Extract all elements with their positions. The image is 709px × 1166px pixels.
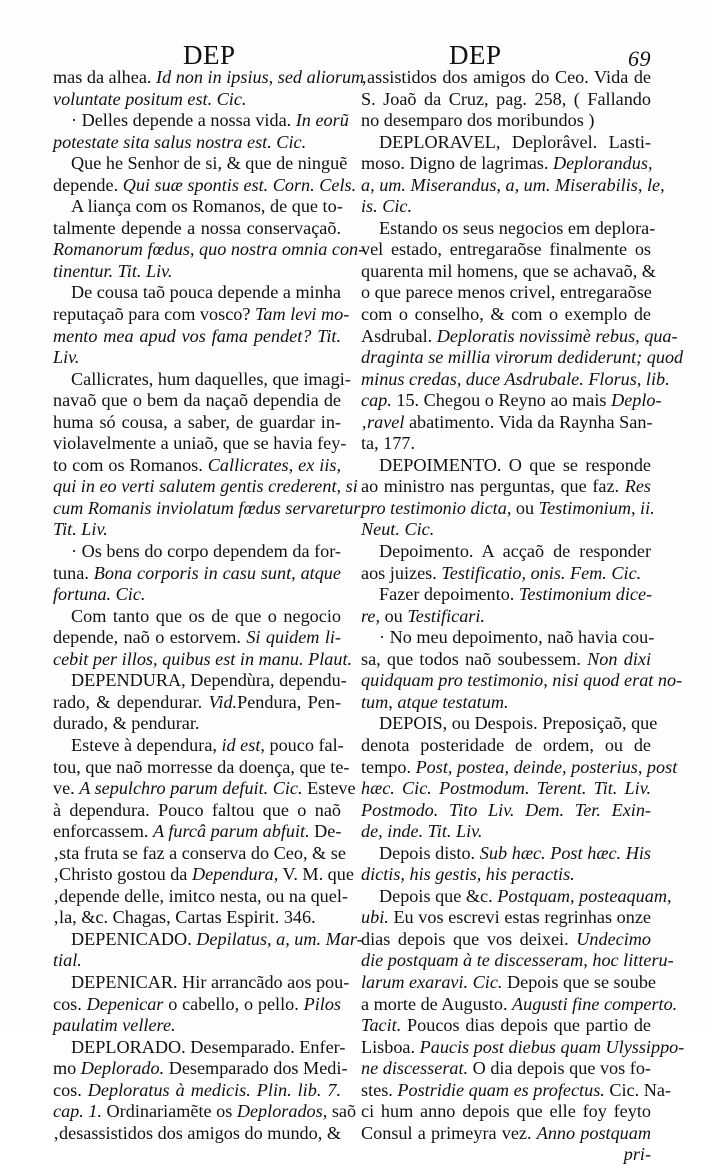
portuguese-text: tou, que naõ morresse da doença, que te- [53, 756, 350, 777]
portuguese-text: abatimento. Vida da Raynha San- [404, 411, 653, 432]
portuguese-text: De cousa taõ pouca depende a minha [71, 282, 341, 303]
latin-italic-text: Paucis post diebus quam Ulyssippo- [419, 1036, 685, 1057]
text-line [53, 734, 344, 757]
text-line [361, 368, 670, 391]
latin-italic-text: tum, atque testatum. [361, 691, 509, 712]
text-line [361, 563, 651, 585]
latin-italic-text: Post, postea, deinde, posterius, post [415, 756, 678, 777]
portuguese-text: depende, naõ o estorvem. [53, 627, 247, 648]
portuguese-text: mas da alhea. [53, 67, 157, 87]
portuguese-text: no desemparo dos moribundos ) [361, 110, 595, 131]
latin-italic-text: Augusti fine comperto. [512, 993, 678, 1014]
text-line [361, 282, 651, 304]
text-line [361, 260, 656, 283]
portuguese-text: ta, 177. [361, 433, 416, 454]
text-line [53, 907, 341, 929]
text-line [53, 326, 341, 348]
running-head-left: DEP [183, 40, 236, 70]
text-line [53, 950, 341, 972]
text-line [53, 174, 357, 197]
latin-italic-text: Testimonium dice- [518, 584, 653, 605]
portuguese-text: 15. Chegou o Reyno ao mais [391, 390, 612, 411]
portuguese-text: Depoimento. A acçaõ de responder [379, 541, 651, 562]
text-line [53, 713, 341, 735]
latin-italic-text: Romanorum fœdus, quo nostra omnia con- [53, 239, 365, 260]
portuguese-text: DEPOIS, ou Despois. Preposiçaõ, que [379, 713, 658, 734]
text-line [53, 885, 348, 908]
portuguese-text: talmente depende a nossa conservaçaõ. [53, 217, 341, 238]
latin-italic-text: is. Cic. [361, 196, 413, 217]
portuguese-text: Desemparado dos Medi- [164, 1058, 348, 1079]
latin-italic-text: Tam levi mo- [254, 304, 350, 325]
text-line [53, 1123, 341, 1145]
portuguese-text: Que he Senhor de si, & que de ninguẽ [71, 153, 348, 174]
portuguese-text: mo [53, 1058, 81, 1079]
latin-italic-text: Res [624, 476, 651, 497]
text-line [53, 347, 341, 369]
text-line [361, 153, 651, 175]
latin-italic-text: paulatim vellere. [53, 1015, 176, 1036]
latin-italic-text: Sub hæc. Post hæc. His [479, 842, 651, 863]
portuguese-text: reputaçaõ para com vosco? [53, 304, 255, 325]
text-line [53, 1015, 341, 1037]
latin-italic-text: Deplo- [611, 390, 662, 411]
portuguese-text: tempo. [361, 756, 416, 777]
latin-italic-text: Postquam, posteaquam, [497, 885, 672, 906]
text-line [361, 476, 651, 498]
latin-italic-text: cap. [361, 390, 392, 411]
text-line [53, 1101, 357, 1123]
text-line [361, 821, 651, 843]
text-line [53, 390, 341, 412]
text-line [361, 412, 651, 434]
text-line [361, 649, 651, 671]
portuguese-text: à dependura. Pouco faltou que o naõ [53, 799, 341, 820]
latin-italic-text: Tacit. [361, 1015, 402, 1036]
text-line [361, 885, 672, 908]
text-line [361, 950, 674, 972]
latin-italic-text: Dependura, [191, 864, 279, 885]
latin-italic-text: Depenicar [86, 993, 164, 1014]
text-line [53, 800, 341, 822]
latin-italic-text: Deplorado. [80, 1058, 165, 1079]
latin-italic-text: Deplorandus, [552, 153, 653, 174]
text-line [53, 153, 348, 175]
latin-italic-text: quidquam pro testimonio, nisi quod erat no- [361, 670, 683, 691]
latin-italic-text: ne discesserat. [361, 1058, 469, 1079]
latin-italic-text: Postridie quam es profectus. [397, 1079, 605, 1100]
portuguese-text: tuna. [53, 562, 94, 583]
text-line [361, 1101, 651, 1123]
portuguese-text: O dia depois que vos fo- [468, 1058, 651, 1079]
text-line [361, 670, 683, 692]
text-line [361, 800, 651, 822]
text-line [361, 713, 658, 735]
right-text-column [361, 67, 685, 1166]
portuguese-text: Depois disto. [379, 842, 480, 863]
portuguese-text: ao ministro nas perguntas, que faz. [361, 476, 625, 497]
latin-italic-text: Si quidem li- [246, 627, 341, 648]
portuguese-text: to com os Romanos. [53, 454, 208, 475]
latin-italic-text: In eorũ [295, 110, 349, 131]
portuguese-text: DEPOIMENTO. O que se responde [379, 454, 651, 475]
portuguese-text: durado, & pendurar. [53, 713, 200, 734]
text-line [361, 1058, 651, 1080]
running-head-right: DEP [449, 40, 502, 70]
latin-italic-text: qui in eo verti salutem gentis crederent, si [53, 476, 358, 497]
portuguese-text: aos juizes. [361, 562, 442, 583]
text-line [53, 412, 341, 434]
portuguese-text: Consul a primeyra vez. [361, 1122, 537, 1143]
latin-italic-text: pro testimonio dicta, [361, 497, 512, 518]
latin-italic-text: tial. [53, 950, 82, 971]
latin-italic-text: draginta se millia virorum dediderunt; quod [361, 347, 684, 368]
latin-italic-text: fortuna. Cic. [53, 584, 146, 605]
text-line [361, 864, 651, 886]
text-line [361, 110, 651, 132]
latin-italic-text: dictis, his gestis, his peractis. [361, 864, 575, 885]
portuguese-text: Lisboa. [361, 1036, 420, 1057]
portuguese-text: denota posteridade de ordem, ou de [361, 734, 651, 755]
portuguese-text: · No meu depoimento, naõ havia cou- [379, 627, 655, 648]
portuguese-text: Poucos dias depois que partio de [401, 1015, 651, 1036]
text-line [361, 735, 651, 757]
text-line [361, 304, 651, 326]
page-number: 69 [628, 46, 651, 71]
portuguese-text: DEPENICADO. [71, 928, 197, 949]
portuguese-text: rado, & dependurar. [53, 691, 209, 712]
portuguese-text: ‚desassistidos dos amigos do mundo, & [53, 1122, 341, 1143]
portuguese-text: ‚Christo gostou da [53, 864, 192, 885]
portuguese-text: ou [511, 497, 539, 518]
latin-italic-text: hæc. Cic. Postmodum. Terent. Tit. Liv. [361, 778, 651, 799]
text-line [53, 476, 358, 498]
latin-italic-text: Non dixi [587, 648, 651, 669]
portuguese-text: Eu vos escrevi estas regrinhas onze [388, 907, 651, 928]
latin-italic-text: cebit per illos, quibus est in manu. Plaut. [53, 648, 353, 669]
portuguese-text: moso. Digno de lagrimas. [361, 153, 553, 174]
latin-italic-text: larum exaravi. Cic. [361, 971, 503, 992]
text-line [53, 132, 341, 154]
latin-italic-text: ‚ravel [361, 411, 405, 432]
portuguese-text: huma só cousa, a saber, de guardar in- [53, 411, 341, 432]
portuguese-text: o cabello, o pello. [163, 993, 304, 1014]
text-line [53, 261, 341, 283]
text-line [53, 692, 341, 714]
text-line [53, 304, 350, 326]
portuguese-text: cos. [53, 1079, 88, 1100]
portuguese-text: ‚la, &c. Chagas, Cartas Espirit. 346. [53, 907, 316, 928]
latin-italic-text: Qui suæ spontis est. Corn. Cels. [122, 174, 357, 195]
latin-italic-text: minus credas, duce Asdrubale. Florus, lib. [361, 368, 670, 389]
text-line [53, 433, 347, 455]
latin-italic-text: Bona corporis in casu sunt, atque [93, 562, 341, 583]
latin-italic-text: re, [361, 605, 381, 626]
portuguese-text: Cic. Na- [604, 1079, 671, 1100]
text-line [361, 433, 651, 455]
text-line [361, 993, 678, 1016]
text-line [361, 1015, 651, 1037]
portuguese-text: De- [309, 821, 342, 842]
portuguese-text: sa, que todos naõ soubessem. [361, 648, 588, 669]
text-line [361, 347, 684, 369]
text-line [361, 89, 651, 111]
text-line [361, 971, 656, 994]
latin-italic-text: Tit. Liv. [53, 519, 108, 540]
portuguese-text: ‚depende delle, imitco nesta, ou na quel- [53, 885, 348, 906]
portuguese-text: Esteve à dependura, [71, 734, 222, 755]
text-line [53, 1036, 346, 1059]
latin-italic-text: Vid. [208, 691, 238, 712]
text-line [53, 519, 341, 541]
text-line [361, 584, 651, 606]
portuguese-text: Ordinariamẽte os [102, 1101, 237, 1122]
text-line [53, 821, 341, 843]
latin-italic-text: Testimonium, ii. [538, 497, 655, 518]
portuguese-text: Pendura, Pen- [237, 691, 342, 712]
text-line [361, 217, 656, 240]
portuguese-text: Depois que se soube [502, 971, 656, 992]
portuguese-text: Depois que &c. [379, 885, 498, 906]
latin-italic-text: mento mea apud vos fama pendet? Tit. [53, 325, 341, 346]
portuguese-text: DEPLORADO. Desemparado. Enfer- [71, 1036, 346, 1057]
portuguese-text: o que parece menos crivel, entregaraõse [361, 282, 652, 303]
text-line [53, 541, 341, 563]
portuguese-text: enforcassem. [53, 821, 153, 842]
text-line [53, 110, 349, 132]
portuguese-text: ve. [53, 778, 80, 799]
latin-italic-text: die postquam à te discesseram, hoc litteru- [361, 950, 674, 971]
catchword: pri- [623, 1144, 651, 1165]
text-line [53, 928, 363, 951]
portuguese-text: · Os bens do corpo dependem da for- [71, 541, 341, 562]
text-line [361, 390, 662, 412]
text-line [361, 325, 678, 348]
text-line [53, 648, 353, 671]
latin-italic-text: id est, [221, 734, 265, 755]
text-line [53, 196, 341, 218]
portuguese-text: stes. [361, 1079, 398, 1100]
text-line [361, 196, 651, 218]
text-line [361, 692, 651, 714]
latin-italic-text: Anno postquam [536, 1122, 652, 1143]
text-line [53, 778, 356, 800]
portuguese-text: ‚sta fruta se faz a conserva do Ceo, & se [53, 842, 346, 863]
portuguese-text: pouco fal- [264, 734, 344, 755]
text-line [361, 1123, 651, 1145]
portuguese-text: Callicrates, hum daquelles, que imagi- [71, 368, 351, 389]
latin-italic-text: A sepulchro parum defuit. Cic. [79, 778, 303, 799]
portuguese-text: · Delles depende a nossa vida. [71, 110, 296, 131]
portuguese-text: navaõ que o bem da naçaõ dependia de [53, 390, 341, 411]
text-line [361, 907, 651, 929]
latin-italic-text: a, um. Miserandus, a, um. Miserabilis, le, [361, 174, 665, 195]
latin-italic-text: Pilos [303, 993, 341, 1014]
portuguese-text: vel estado, entregaraõse finalmente os [361, 239, 651, 260]
latin-italic-text: Deplorados, [236, 1101, 328, 1122]
text-line [361, 778, 651, 800]
portuguese-text: ‚assistidos dos amigos do Ceo. Vida de [361, 67, 651, 87]
text-line [361, 1036, 685, 1059]
text-line [361, 239, 651, 261]
latin-italic-text: Undecimo [576, 928, 651, 949]
latin-italic-text: Id non in ipsius, sed aliorum [156, 67, 365, 87]
latin-italic-text: Deploratis novissimè rebus, qua- [436, 325, 678, 346]
text-line [53, 218, 341, 240]
latin-italic-text: cum Romanis inviolatum fœdus servaretur [53, 497, 361, 518]
portuguese-text: A liança com os Romanos, de que to- [71, 196, 343, 217]
text-line [53, 455, 341, 477]
text-line [53, 606, 341, 628]
latin-italic-text: de, inde. Tit. Liv. [361, 821, 483, 842]
text-line [361, 519, 651, 541]
text-line [53, 239, 365, 261]
portuguese-text: DEPLORAVEL, Deplorâvel. Lasti- [379, 131, 651, 152]
text-line [53, 368, 351, 391]
portuguese-text: dias depois que vos deixei. [361, 928, 577, 949]
portuguese-text: com o conselho, & com o exemplo de [361, 304, 651, 325]
text-line [361, 843, 651, 865]
latin-italic-text: Neut. Cic. [361, 519, 435, 540]
text-line [53, 756, 350, 779]
text-line [53, 1058, 348, 1080]
text-line [53, 563, 341, 585]
text-line [361, 1079, 671, 1102]
text-line [53, 89, 341, 111]
latin-italic-text: ubi. [361, 907, 389, 928]
text-line [361, 174, 665, 197]
portuguese-text: ou [380, 605, 408, 626]
portuguese-text: Com tanto que os de que o negocio [71, 605, 341, 626]
text-line [53, 864, 354, 886]
text-line [361, 497, 655, 520]
portuguese-text: DEPENICAR. Hir arrancãdo aos pou- [71, 971, 350, 992]
text-line [53, 994, 341, 1016]
latin-italic-text: A furcâ parum abfuit. [153, 821, 310, 842]
latin-italic-text: tinentur. Tit. Liv. [53, 260, 173, 281]
text-line [53, 842, 346, 865]
portuguese-text: S. Joaõ da Cruz, pag. 258, ( Fallando [361, 88, 651, 109]
text-line [361, 606, 651, 628]
portuguese-text: ci hum anno depois que elle foy feyto [361, 1101, 651, 1122]
text-line [361, 67, 651, 89]
portuguese-text: Estando os seus negocios em deplora- [379, 217, 656, 238]
portuguese-text: cos. [53, 993, 87, 1014]
portuguese-text: Esteve [302, 778, 356, 799]
text-line [53, 67, 365, 89]
latin-italic-text: voluntate positum est. Cic. [53, 88, 247, 109]
text-line [361, 541, 651, 563]
text-line [53, 584, 341, 606]
left-text-column [53, 67, 365, 1144]
latin-italic-text: Testificatio, onis. Fem. Cic. [441, 562, 642, 583]
portuguese-text: violavelmente a uniaõ, que se havia fey- [53, 433, 347, 454]
text-line [53, 971, 350, 994]
latin-italic-text: Liv. [53, 347, 80, 368]
latin-italic-text: Deploratus à medicis. Plin. lib. 7. [87, 1079, 341, 1100]
text-line [53, 1080, 341, 1102]
text-line [53, 497, 361, 520]
portuguese-text: DEPENDURA, Dependùra, dependu- [71, 670, 347, 691]
text-line [361, 929, 651, 951]
portuguese-text: depende. [53, 174, 123, 195]
text-line [53, 627, 341, 649]
text-line [53, 282, 341, 304]
portuguese-text: quarenta mil homens, que se achavaõ, & [361, 260, 656, 281]
portuguese-text: a morte de Augusto. [361, 993, 513, 1014]
portuguese-text: Asdrubal. [361, 325, 437, 346]
portuguese-text: V. M. que [278, 864, 354, 885]
latin-italic-text: cap. 1. [53, 1101, 102, 1122]
text-line [361, 455, 651, 477]
text-line [361, 627, 655, 649]
latin-italic-text: Depilatus, a, um. Mar- [196, 928, 363, 949]
text-line [361, 756, 678, 779]
text-line [53, 670, 347, 692]
latin-italic-text: Postmodo. Tito Liv. Dem. Ter. Exin- [361, 799, 651, 820]
latin-italic-text: Callicrates, ex iis, [207, 454, 341, 475]
latin-italic-text: Testificari. [407, 605, 485, 626]
latin-italic-text: potestate sita salus nostra est. Cic. [53, 131, 307, 152]
portuguese-text: saõ [327, 1101, 357, 1122]
portuguese-text: Fazer depoimento. [379, 584, 519, 605]
text-line [361, 132, 651, 154]
